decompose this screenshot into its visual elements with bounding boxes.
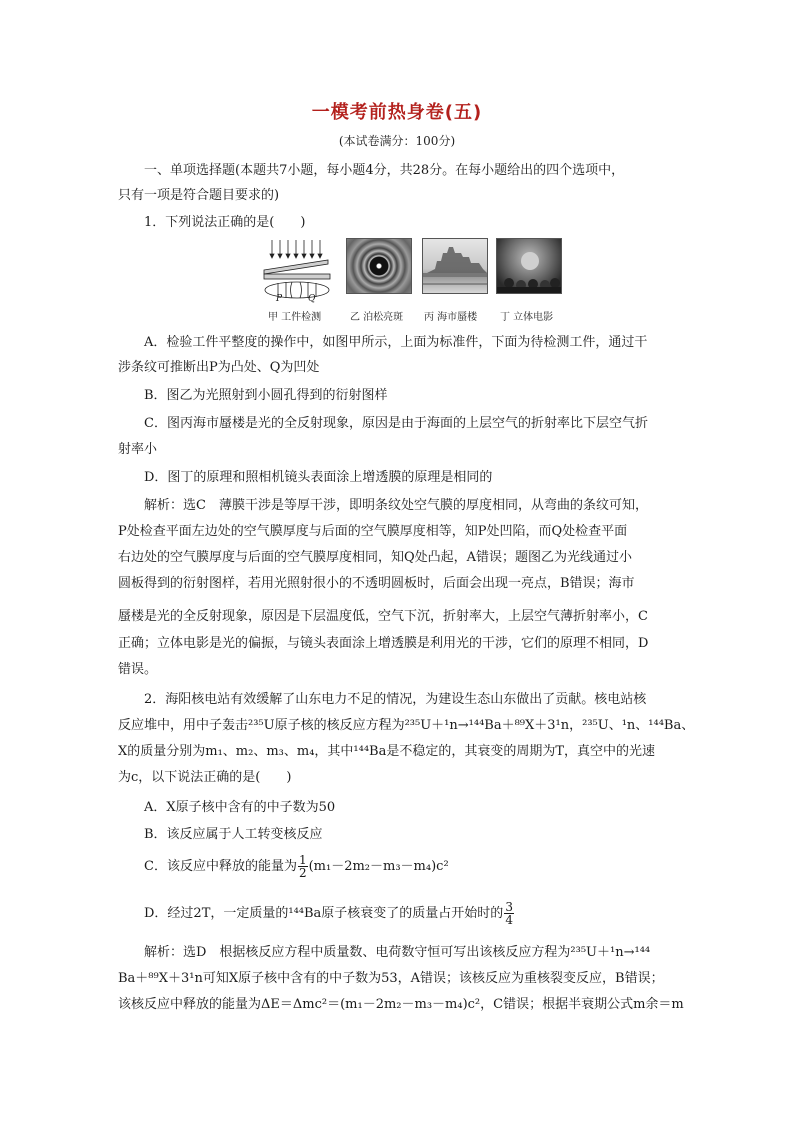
q1-stem: 1．下列说法正确的是( ) (144, 215, 306, 230)
figure-bing-mirage (422, 238, 488, 294)
poisson-spot-image (346, 238, 412, 294)
q2-option-b: B．该反应属于人工转变核反应 (144, 827, 323, 842)
q2-stem-line1: 2．海阳核电站有效缓解了山东电力不足的情况，为建设生态山东做出了贡献。核电站核 (144, 692, 647, 707)
q2-stem-line3: X的质量分别为m₁、m₂、m₃、m₄，其中¹⁴⁴Ba是不稳定的，其衰变的周期为T，真空中的光速 (118, 744, 656, 759)
q1-option-b: B．图乙为光照射到小圆孔得到的衍射图样 (144, 388, 388, 403)
q1-figure-row (0, 238, 794, 326)
q2-analysis-line: Ba＋⁸⁹X＋3¹n可知X原子核中含有的中子数为53，A错误；该核反应为重核裂变反应，B错误； (118, 971, 664, 986)
figure-bing-label: 丙 海市蜃楼 (424, 312, 478, 323)
section-instruction-line1: 一、单项选择题(本题共7小题，每小题4分，共28分。在每小题给出的四个选项中， (144, 163, 625, 178)
3d-movie-audience-shape (497, 239, 562, 294)
q2-option-c (144, 852, 704, 882)
q2-option-d (144, 899, 704, 929)
mirage-image (422, 238, 488, 294)
page-title: 一模考前热身卷(五) (311, 102, 483, 123)
q2-option-d-fraction: $\frac{3}{4}$ (505, 900, 513, 927)
q1-analysis-line: P处检查平面左边处的空气膜厚度与后面的空气膜厚度相等，知P处凹陷，而Q处检查平面 (118, 524, 628, 539)
q2-stem-line2: 反应堆中，用中子轰击²³⁵U原子核的核反应方程为²³⁵U＋¹n→¹⁴⁴Ba＋⁸⁹X＋3¹n，²³⁵U、¹n、¹⁴⁴Ba、 (118, 718, 695, 733)
figure-ding-3d-movie (496, 238, 562, 294)
q2-option-a: A．X原子核中含有的中子数为50 (144, 800, 336, 815)
figure-ding-label: 丁 立体电影 (500, 312, 554, 323)
mirage-castle-shape (423, 239, 488, 294)
figure-jia-interference (262, 238, 332, 304)
q2-stem-line4: 为c，以下说法正确的是( ) (118, 770, 292, 785)
interference-diagram (262, 238, 332, 304)
q1-analysis-line: 错误。 (118, 662, 158, 677)
q1-analysis-line: 正确；立体电影是光的偏振，与镜头表面涂上增透膜是利用光的干涉，它们的原理不相同，D (118, 636, 649, 651)
q1-option-c-line1: C．图丙海市蜃楼是光的全反射现象，原因是由于海面的上层空气的折射率比下层空气折 (144, 416, 648, 431)
q2-option-c-fraction: $\frac{1}{2}$ (298, 853, 307, 880)
q1-option-a-line2: 涉条纹可推断出P为凸处、Q为凹处 (118, 360, 320, 375)
figure-jia-label: 甲 工件检测 (268, 312, 322, 323)
q1-analysis-line: 蜃楼是光的全反射现象，原因是下层温度低，空气下沉，折射率大，上层空气薄折射率小，C (118, 609, 648, 624)
q1-option-a-line1: A．检验工件平整度的操作中，如图甲所示，上面为标准件，下面为待检测工件，通过干 (144, 335, 648, 350)
q1-option-c-line2: 射率小 (118, 442, 158, 457)
q2-option-d-prefix: D．经过2T，一定质量的¹⁴⁴Ba原子核衰变了的质量占开始时的 (144, 906, 504, 921)
q1-analysis-line: 解析：选C 薄膜干涉是等厚干涉，即明条纹处空气膜的厚度相同，从弯曲的条纹可知， (144, 498, 648, 513)
3d-movie-image (496, 238, 562, 294)
section-instruction-line2: 只有一项是符合题目要求的) (118, 188, 280, 203)
q2-option-c-suffix: (m₁－2m₂－m₃－m₄)c² (308, 859, 449, 874)
q1-analysis-line: 右边处的空气膜厚度与后面的空气膜厚度相同，知Q处凸起，A错误；题图乙为光线通过小 (118, 550, 633, 565)
figure-p-label: P (276, 294, 283, 304)
figure-q-label: Q (308, 294, 316, 304)
q2-analysis-line: 解析：选D 根据核反应方程中质量数、电荷数守恒可写出该核反应方程为²³⁵U＋¹n→¹⁴⁴ (144, 945, 651, 960)
q1-analysis-line: 圆板得到的衍射图样，若用光照射很小的不透明圆板时，后面会出现一亮点，B错误；海市 (118, 576, 635, 591)
q2-option-c-prefix: C．该反应中释放的能量为 (144, 859, 297, 874)
figure-yi-poisson-spot (346, 238, 412, 294)
q1-option-d: D．图丁的原理和照相机镜头表面涂上增透膜的原理是相同的 (144, 470, 493, 485)
q2-analysis-line: 该核反应中释放的能量为ΔE＝Δmc²＝(m₁－2m₂－m₃－m₄)c²，C错误；根据半衰期公式m余＝m (118, 997, 684, 1012)
figure-yi-label: 乙 泊松亮斑 (350, 312, 404, 323)
page-subtitle: (本试卷满分：100分) (338, 134, 456, 148)
